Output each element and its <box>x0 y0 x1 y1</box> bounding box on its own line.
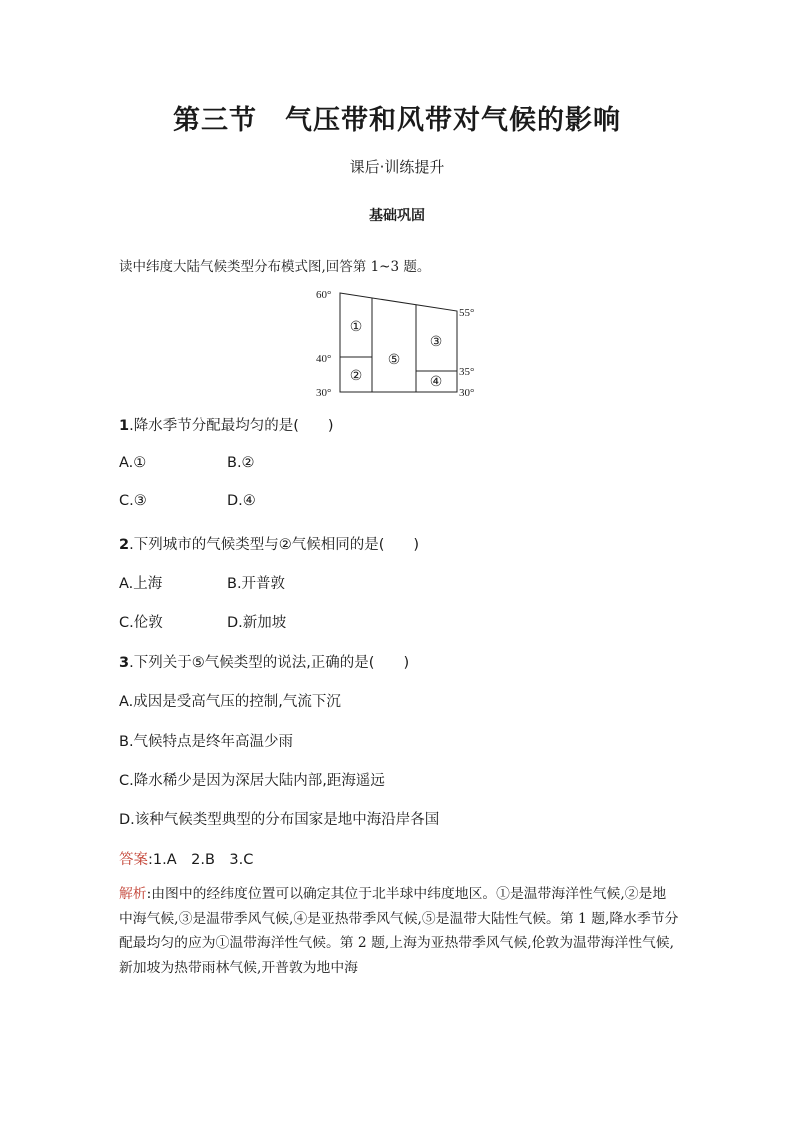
question-2 <box>119 533 419 554</box>
question-3 <box>119 651 409 672</box>
zone-1: ① <box>349 320 363 335</box>
title-topic: 气压带和风带对气候的影响 <box>285 105 621 136</box>
title-section-number: 第三节 <box>173 105 257 136</box>
zone-2: ② <box>349 369 363 384</box>
question-stem: .下列城市的气候类型与②气候相同的是( ) <box>129 537 420 553</box>
lat-label-40: 40° <box>316 353 332 365</box>
q1-option-c[interactable]: C.③ <box>119 493 147 509</box>
page-title <box>0 98 794 137</box>
q3-option-c[interactable]: C.降水稀少是因为深居大陆内部,距海遥远 <box>119 773 385 789</box>
q2-option-a[interactable]: A.上海 <box>119 576 163 592</box>
subtitle: 课后·训练提升 <box>349 158 445 176</box>
question-1 <box>119 414 334 435</box>
zone-3: ③ <box>429 335 443 350</box>
question-number: 3 <box>119 655 130 671</box>
q2-option-b[interactable]: B.开普敦 <box>227 576 286 592</box>
analysis-paragraph <box>119 882 679 980</box>
question-stem: .降水季节分配最均匀的是( ) <box>129 418 334 434</box>
answer-label: 答案 <box>119 852 148 868</box>
q3-option-d[interactable]: D.该种气候类型典型的分布国家是地中海沿岸各国 <box>119 812 440 828</box>
lat-label-55: 55° <box>459 307 475 319</box>
lat-label-30-west: 30° <box>316 387 332 399</box>
zone-4: ④ <box>429 375 443 390</box>
analysis-text: :由图中的经纬度位置可以确定其位于北半球中纬度地区。①是温带海洋性气候,②是地中海气候,③是温带季风气候,④是亚热带季风气候,⑤是温带大陆性气候。第 1 题,降水季节分配最均匀的应为①温带海洋性气候。第 2 题,上海为亚热带季风气候,伦敦为温带海洋性气候,新加坡为热带雨林气候,开普敦为地中海 <box>119 886 679 976</box>
zone-5: ⑤ <box>387 353 401 368</box>
q2-option-d[interactable]: D.新加坡 <box>227 615 287 631</box>
q1-option-d[interactable]: D.④ <box>227 493 256 509</box>
q1-option-a[interactable]: A.① <box>119 455 147 471</box>
section-heading: 基础巩固 <box>369 208 425 224</box>
climate-distribution-figure <box>312 284 492 400</box>
q3-option-b[interactable]: B.气候特点是终年高温少雨 <box>119 734 294 750</box>
lat-label-60: 60° <box>316 289 332 301</box>
lat-label-30-east: 30° <box>459 387 475 399</box>
analysis-label: 解析 <box>119 886 147 902</box>
q3-option-a[interactable]: A.成因是受高气压的控制,气流下沉 <box>119 694 341 710</box>
lat-label-35: 35° <box>459 366 475 378</box>
answer-text: :1.A 2.B 3.C <box>148 852 254 868</box>
question-stem: .下列关于⑤气候类型的说法,正确的是( ) <box>129 655 410 671</box>
q2-option-c[interactable]: C.伦敦 <box>119 615 163 631</box>
q1-option-b[interactable]: B.② <box>227 455 255 471</box>
intro-text: 读中纬度大陆气候类型分布模式图,回答第 1~3 题。 <box>119 259 431 275</box>
question-number: 2 <box>119 537 130 553</box>
answer-line <box>119 848 253 869</box>
question-number: 1 <box>119 418 130 434</box>
